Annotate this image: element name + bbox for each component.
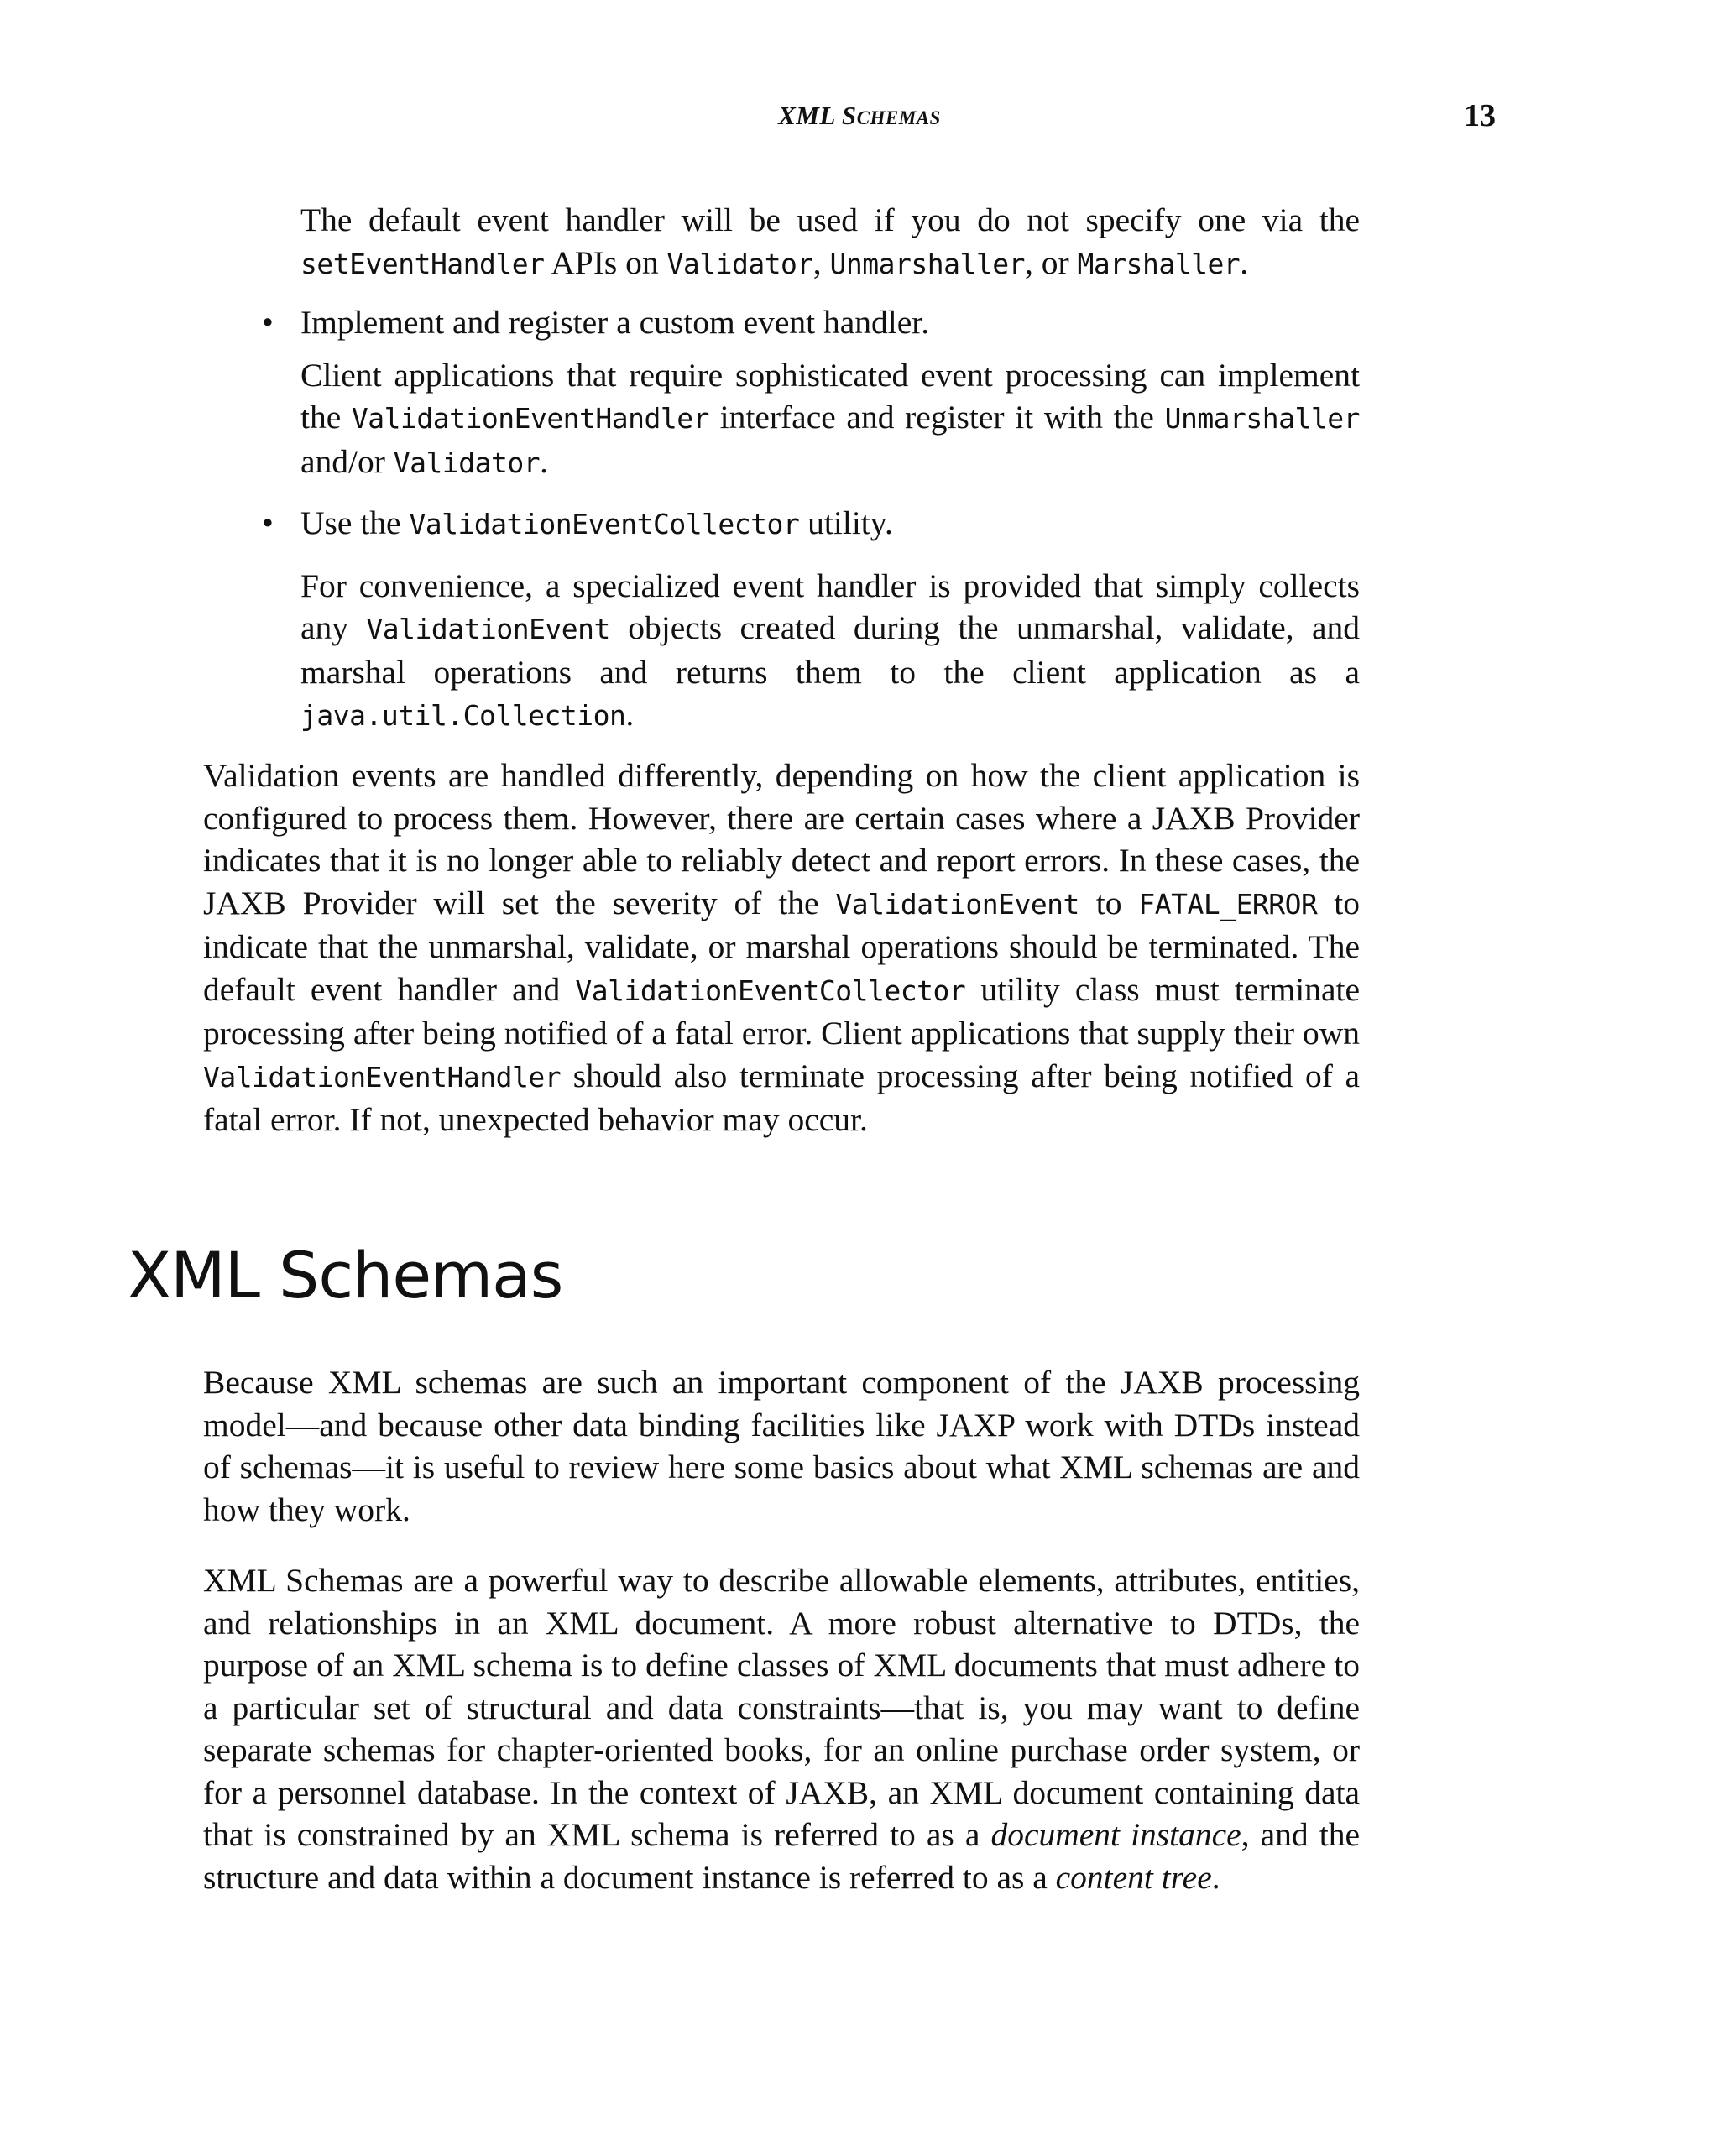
term-document-instance: document instance (990, 1816, 1241, 1853)
bullet-body: For convenience, a specialized event handler is provided that simply collects any ValidationEvent objects created during the unmarshal, validate, and marshal operations and returns them to the client application as a java.util.Collection. (300, 566, 1360, 733)
code-validation-event-collector: ValidationEventCollector (409, 508, 800, 540)
code-validation-event: ValidationEvent (366, 613, 610, 645)
running-head (0, 98, 1719, 143)
paragraph-validation-events: Validation events are handled differently, depending on how the client application is configured to process them. However, there are certain cases where a JAXB Provider indicates that it is no longer able to reliably detect and report errors. In these cases, the JAXB Provider will set the severity of the ValidationEvent to FATAL_ERROR to indicate that the unmarshal, validate, or marshal operations should be terminated. The default event handler and ValidationEventCollector utility class must terminate processing after being notified of a fatal error. Client applications that supply their own ValidationEventHandler should also terminate processing after being notified of a fatal error. If not, unexpected behavior may occur. (203, 757, 1360, 1138)
code-validation-event: ValidationEvent (835, 887, 1079, 921)
bullet-item-custom-handler (300, 301, 1360, 484)
paragraph-because: Because XML schemas are such an important component of the JAXB processing model—and because other data binding facilities like JAXP work with DTDs instead of schemas—it is useful to review here some basics about what XML schemas are and how they work. (203, 1364, 1360, 1528)
term-content-tree: content tree (1055, 1858, 1212, 1896)
code-set-event-handler: setEventHandler (300, 247, 545, 280)
code-validator: Validator (666, 247, 813, 280)
bullet-body: Client applications that require sophisticated event processing can implement the ValidationEventHandler interface and register it with the Unmarshaller and/or Validator. (300, 356, 1360, 480)
paragraph-xml-schemas: XML Schemas are a powerful way to describe allowable elements, attributes, entities, and relationships in an XML document. A more robust alternative to DTDs, the purpose of an XML schema is to define classes of XML documents that must adhere to a particular set of structural and data constraints—that is, you may want to define separate schemas for chapter-oriented books, for an online purchase order system, or for a personnel database. In the context of JAXB, an XML document containing data that is constrained by an XML schema is referred to as a document instance, and the structure and data within a document instance is referred to as a content tree. (203, 1562, 1360, 1896)
code-validation-event-handler: ValidationEventHandler (351, 402, 709, 435)
running-title-start: XML S (778, 101, 857, 130)
code-fatal-error: FATAL_ERROR (1138, 887, 1318, 921)
bullet-title: Implement and register a custom event handler. (300, 304, 930, 341)
code-unmarshaller: Unmarshaller (1164, 402, 1360, 435)
bullet-marker: • (262, 304, 274, 341)
section-heading: XML Schemas (128, 1238, 563, 1313)
code-validation-event-handler: ValidationEventHandler (203, 1060, 562, 1094)
code-validation-event-collector: ValidationEventCollector (575, 974, 966, 1007)
code-unmarshaller: Unmarshaller (829, 247, 1025, 280)
bullet-item-event-collector (300, 502, 1360, 738)
running-title-smallcaps: CHEMAS (856, 107, 941, 128)
paragraph-default-handler: The default event handler will be used if you do not specify one via the setEventHandler APIs on Validator, Unmarshaller, or Marshaller. (300, 201, 1360, 281)
code-java-util-collection: java.util.Collection (300, 699, 626, 732)
code-validator: Validator (393, 446, 541, 479)
page-number: 13 (1464, 98, 1496, 133)
code-marshaller: Marshaller (1077, 247, 1241, 280)
bullet-marker: • (262, 504, 274, 541)
running-title (0, 101, 1719, 131)
bullet-title: Use the ValidationEventCollector utility. (300, 504, 893, 541)
